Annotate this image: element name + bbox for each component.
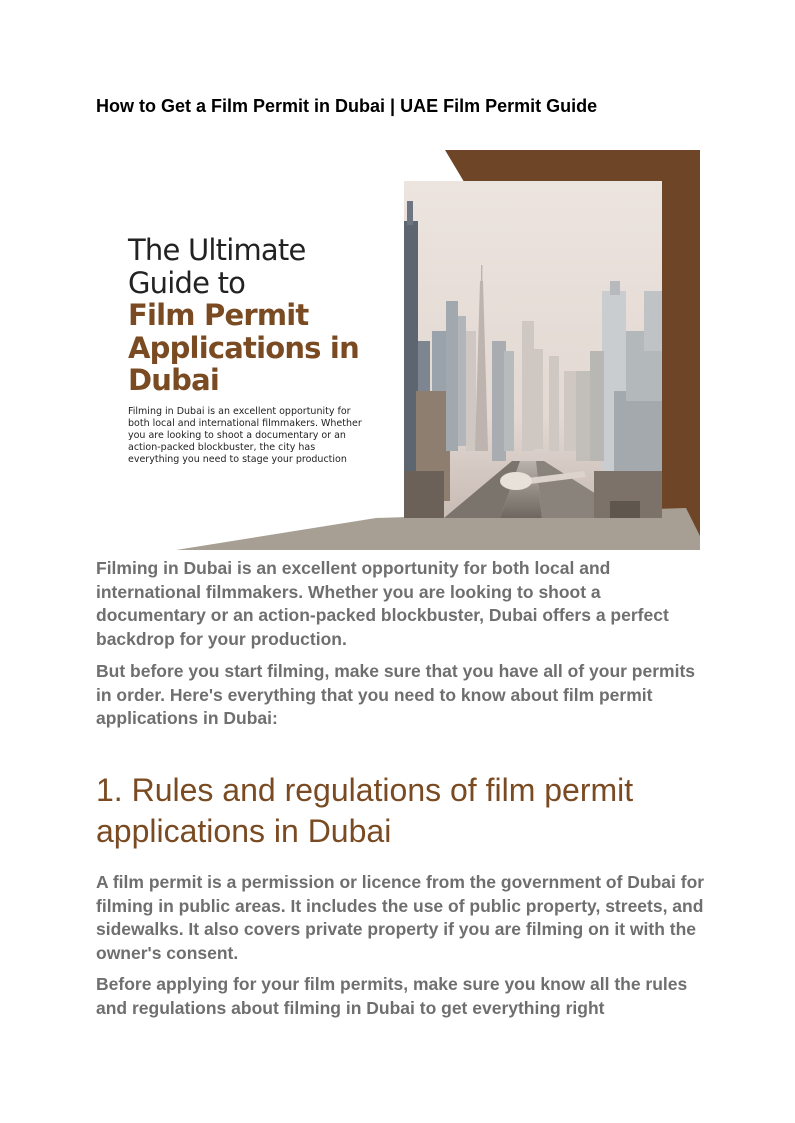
banner-heading-accent-line: Film Permit bbox=[128, 298, 309, 332]
banner-heading bbox=[128, 234, 388, 397]
intro-paragraph: Filming in Dubai is an excellent opportunity for both local and international filmmakers. Whether you are looking to shoot a documentary or an action-packed blockbuster, Dubai offers a perfect backdrop for your production. bbox=[96, 558, 669, 649]
section-paragraph: Before applying for your film permits, make sure you know all the rules and regulations about filming in Dubai to get everything right bbox=[96, 974, 688, 1018]
banner-heading-line: Guide to bbox=[128, 265, 246, 300]
document-title: How to Get a Film Permit in Dubai | UAE Film Permit Guide bbox=[96, 96, 598, 116]
hero-banner bbox=[96, 150, 700, 550]
section-paragraph: A film permit is a permission or licence from the government of Dubai for filming in public areas. It includes the use of public property, streets, and sidewalks. It also covers private property if you are filming on it with the owner's consent. bbox=[96, 872, 705, 963]
intro-paragraph: But before you start filming, make sure that you have all of your permits in order. Here's everything that you need to know about film permit applications in Dubai: bbox=[96, 661, 696, 728]
banner-heading-accent-line: Applications in bbox=[128, 330, 359, 365]
section-heading: 1. Rules and regulations of film permit applications in Dubai bbox=[96, 772, 634, 849]
dubai-skyline-photo bbox=[404, 181, 662, 518]
banner-blurb: Filming in Dubai is an excellent opportunity for both local and international filmmakers. Whether you are looking to shoot a documentary or an action-packed blockbuster, the city has everything you need to stage your production bbox=[128, 406, 362, 465]
banner-heading-line: The Ultimate bbox=[128, 233, 306, 267]
banner-heading-accent-line: Dubai bbox=[128, 363, 219, 397]
